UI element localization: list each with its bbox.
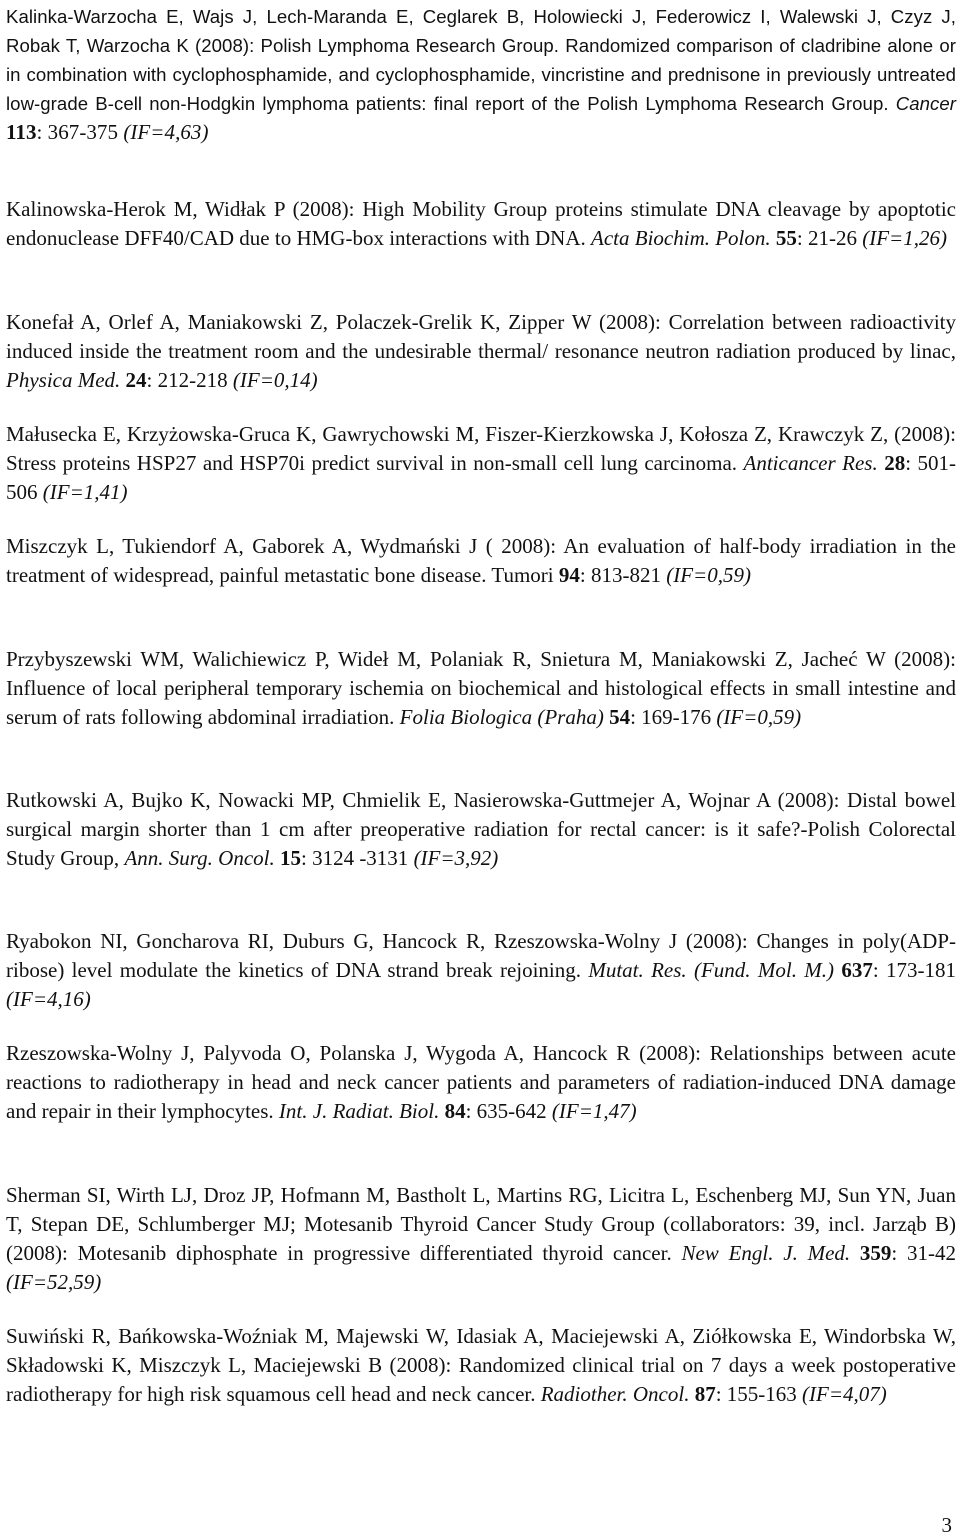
volume-number: 84	[444, 1099, 466, 1123]
volume-number: 359	[859, 1241, 892, 1265]
reference-text: Suwiński R, Bańkowska-Woźniak M, Majewski W, Idasiak A, Maciejewski A, Ziółkowska E, Windorbska W, Składowski K, Miszczyk L, Maciejewski B (2008): Randomized clinical trial on 7 days a week postoperative radiotherapy for high risk squamous cell head and neck cancer.	[6, 1324, 956, 1406]
reference-item	[6, 532, 956, 590]
reference-item	[6, 308, 956, 395]
volume-number: 15	[279, 846, 301, 870]
impact-factor: (IF=1,47)	[551, 1099, 637, 1123]
reference-item	[6, 1322, 956, 1409]
reference-text: Konefał A, Orlef A, Maniakowski Z, Polaczek-Grelik K, Zipper W (2008): Correlation between radioactivity induced inside the treatment room and the undesirable thermal/ resonance neutron radiation produced by linac,	[6, 310, 956, 363]
journal-name: Acta Biochim. Polon.	[591, 226, 771, 250]
reference-text: Kalinka-Warzocha E, Wajs J, Lech-Maranda E, Ceglarek B, Holowiecki J, Federowicz I, Walewski J, Czyz J, Robak T, Warzocha K (2008): Polish Lymphoma Research Group. Randomized comparison of cladribine alone or in combination with cyclophosphamide, and cyclophosphamide, vincristine and prednisone in previously untreated low-grade B-cell non-Hodgkin lymphoma patients: final report of the Polish Lymphoma Research Group.	[6, 6, 956, 114]
journal-name: Mutat. Res. (Fund. Mol. M.)	[588, 958, 835, 982]
page-range: : 31-42	[891, 1241, 956, 1265]
impact-factor: (IF=52,59)	[6, 1270, 102, 1294]
reference-item	[6, 195, 956, 253]
reference-item	[6, 927, 956, 1014]
page-range: : 212-218	[146, 368, 233, 392]
reference-text: Miszczyk L, Tukiendorf A, Gaborek A, Wydmański J ( 2008): An evaluation of half-body irradiation in the treatment of widespread, painful metastatic bone disease. Tumori	[6, 534, 956, 587]
reference-item	[6, 420, 956, 507]
impact-factor: (IF=1,26)	[862, 226, 947, 250]
reference-item	[6, 2, 956, 147]
volume-number: 87	[694, 1382, 716, 1406]
impact-factor: (IF=0,59)	[666, 563, 751, 587]
volume-number: 113	[6, 120, 37, 144]
impact-factor: (IF=3,92)	[413, 846, 499, 870]
page-range: : 155-163	[715, 1382, 803, 1406]
impact-factor: (IF=4,07)	[802, 1382, 887, 1406]
page-range: : 169-176	[630, 705, 717, 729]
reference-text: Sherman SI, Wirth LJ, Droz JP, Hofmann M, Bastholt L, Martins RG, Licitra L, Eschenberg MJ, Sun YN, Juan T, Stepan DE, Schlumberger MJ; Motesanib Thyroid Cancer Study Group (collaborators: 39, incl. Jarząb B) (2008): Motesanib diphosphate in progressive differentiated thyroid cancer.	[6, 1183, 956, 1265]
journal-name: Radiother. Oncol.	[540, 1382, 690, 1406]
page-range: : 813-821	[579, 563, 667, 587]
page-range: : 367-375	[36, 120, 124, 144]
volume-number: 55	[775, 226, 797, 250]
journal-name: Int. J. Radiat. Biol.	[278, 1099, 440, 1123]
reference-item	[6, 1039, 956, 1126]
impact-factor: (IF=1,41)	[42, 480, 128, 504]
impact-factor: (IF=0,59)	[716, 705, 802, 729]
journal-name: Anticancer Res.	[743, 451, 878, 475]
reference-text: Przybyszewski WM, Walichiewicz P, Wideł M, Polaniak R, Snietura M, Maniakowski Z, Jacheć W (2008): Influence of local peripheral temporary ischemia on biochemical and histological effects in small intestine and serum of rats following abdominal irradiation.	[6, 647, 956, 729]
volume-number: 24	[125, 368, 147, 392]
reference-text: Małusecka E, Krzyżowska-Gruca K, Gawrychowski M, Fiszer-Kierzkowska J, Kołosza Z, Krawczyk Z, (2008): Stress proteins HSP27 and HSP70i predict survival in non-small cell lung carcinoma.	[6, 422, 956, 475]
journal-name: Ann. Surg. Oncol.	[124, 846, 275, 870]
volume-number: 637	[841, 958, 873, 982]
journal-name: Cancer	[895, 93, 956, 114]
reference-text: Kalinowska-Herok M, Widłak P (2008): High Mobility Group proteins stimulate DNA cleavage by apoptotic endonuclease DFF40/CAD due to HMG-box interactions with DNA.	[6, 197, 956, 250]
page-range: : 501-506	[6, 451, 957, 504]
reference-item	[6, 786, 956, 873]
journal-name: New Engl. J. Med.	[681, 1241, 851, 1265]
impact-factor: (IF=4,63)	[123, 120, 209, 144]
page-range: : 635-642	[465, 1099, 552, 1123]
reference-text: Rzeszowska-Wolny J, Palyvoda O, Polanska J, Wygoda A, Hancock R (2008): Relationships between acute reactions to radiotherapy in head and neck cancer patients and parameters of radiation-induced DNA damage and repair in their lymphocytes.	[6, 1041, 956, 1123]
volume-number: 28	[884, 451, 906, 475]
reference-item	[6, 1181, 956, 1297]
journal-name: Physica Med.	[6, 368, 121, 392]
page-number: 3	[941, 1513, 952, 1537]
page-range: : 173-181	[872, 958, 956, 982]
reference-item	[6, 645, 956, 732]
impact-factor: (IF=4,16)	[6, 987, 91, 1011]
reference-text: Rutkowski A, Bujko K, Nowacki MP, Chmielik E, Nasierowska-Guttmejer A, Wojnar A (2008): Distal bowel surgical margin shorter than 1 cm after preoperative radiation for rectal cancer: is it safe?-Polish Colorectal Study Group,	[6, 788, 956, 870]
volume-number: 94	[558, 563, 580, 587]
reference-text: Ryabokon NI, Goncharova RI, Duburs G, Hancock R, Rzeszowska-Wolny J (2008): Changes in poly(ADP-ribose) level modulate the kinetics of DNA strand break rejoining.	[6, 929, 956, 982]
journal-name: Folia Biologica (Praha)	[399, 705, 604, 729]
impact-factor: (IF=0,14)	[232, 368, 318, 392]
page-range: : 21-26	[796, 226, 863, 250]
document-page	[6, 0, 956, 1537]
volume-number: 54	[609, 705, 631, 729]
page-range: : 3124 -3131	[300, 846, 414, 870]
